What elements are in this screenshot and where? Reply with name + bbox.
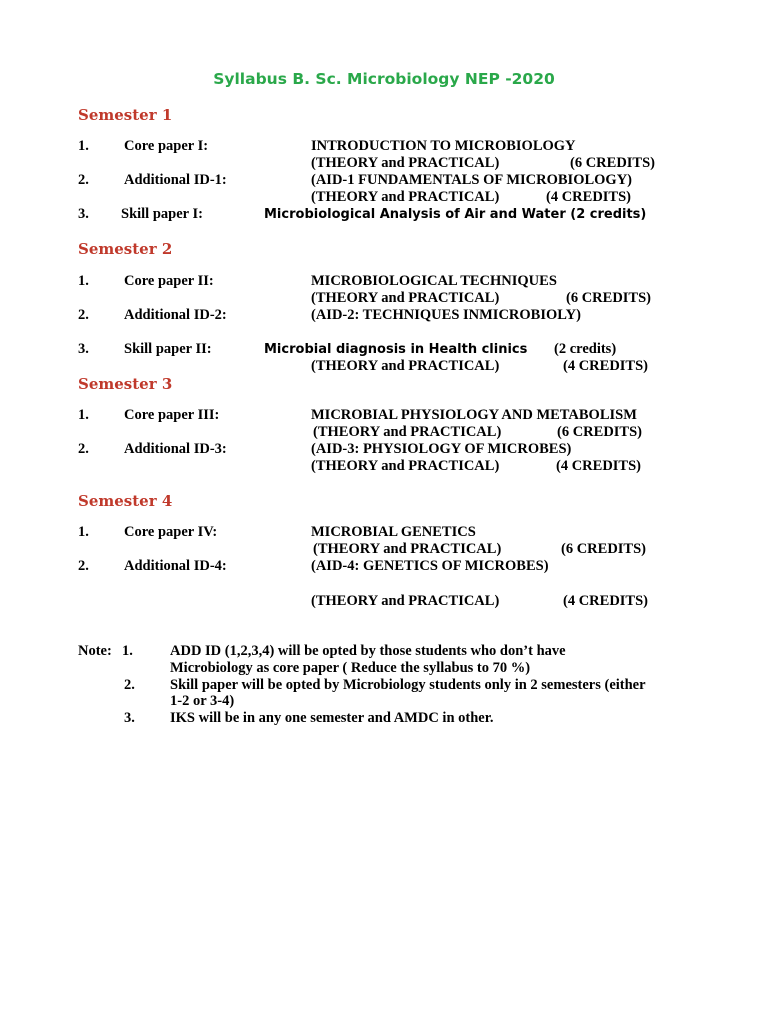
note-number: 1. xyxy=(122,643,133,659)
paper-credits: (6 CREDITS) xyxy=(557,424,642,440)
list-number: 1. xyxy=(78,407,89,423)
paper-credits: (4 CREDITS) xyxy=(563,593,648,609)
paper-credits: (4 CREDITS) xyxy=(556,458,641,474)
semester-1-heading: Semester 1 xyxy=(78,106,173,124)
paper-label: Additional ID-1: xyxy=(124,172,227,188)
semester-3-heading: Semester 3 xyxy=(78,375,173,393)
paper-title: (AID-3: PHYSIOLOGY OF MICROBES) xyxy=(311,441,572,457)
paper-credits: (4 CREDITS) xyxy=(563,358,648,374)
paper-credits: (4 CREDITS) xyxy=(546,189,631,205)
list-number: 3. xyxy=(78,206,89,222)
paper-label: Core paper II: xyxy=(124,273,214,289)
paper-mode: (THEORY and PRACTICAL) xyxy=(311,358,500,374)
semester-4-heading: Semester 4 xyxy=(78,492,173,510)
paper-label: Skill paper I: xyxy=(121,206,203,222)
note-text: IKS will be in any one semester and AMDC in other. xyxy=(170,710,494,726)
note-number: 3. xyxy=(124,710,135,726)
paper-title: Microbial diagnosis in Health clinics xyxy=(264,342,528,357)
paper-label: Additional ID-4: xyxy=(124,558,227,574)
paper-title: INTRODUCTION TO MICROBIOLOGY xyxy=(311,138,576,154)
note-text: 1-2 or 3-4) xyxy=(170,693,235,709)
semester-2-heading: Semester 2 xyxy=(78,240,173,258)
paper-credits: (6 CREDITS) xyxy=(570,155,655,171)
paper-mode: (THEORY and PRACTICAL) xyxy=(311,189,500,205)
list-number: 2. xyxy=(78,441,89,457)
note-label: Note: xyxy=(78,643,112,659)
paper-mode: (THEORY and PRACTICAL) xyxy=(311,458,500,474)
list-number: 2. xyxy=(78,558,89,574)
paper-title: (AID-1 FUNDAMENTALS OF MICROBIOLOGY) xyxy=(311,172,633,188)
paper-mode: (THEORY and PRACTICAL) xyxy=(311,593,500,609)
paper-credits: (6 CREDITS) xyxy=(566,290,651,306)
note-text: Microbiology as core paper ( Reduce the syllabus to 70 %) xyxy=(170,660,531,676)
paper-title: (AID-4: GENETICS OF MICROBES) xyxy=(311,558,549,574)
paper-title: MICROBIAL PHYSIOLOGY AND METABOLISM xyxy=(311,407,637,423)
paper-label: Core paper IV: xyxy=(124,524,218,540)
list-number: 2. xyxy=(78,172,89,188)
paper-label: Core paper I: xyxy=(124,138,209,154)
paper-mode: (THEORY and PRACTICAL) xyxy=(311,290,500,306)
note-text: ADD ID (1,2,3,4) will be opted by those students who don’t have xyxy=(170,643,566,659)
list-number: 2. xyxy=(78,307,89,323)
paper-mode: (THEORY and PRACTICAL) xyxy=(313,541,502,557)
list-number: 1. xyxy=(78,524,89,540)
list-number: 3. xyxy=(78,341,89,357)
paper-title: MICROBIAL GENETICS xyxy=(311,524,476,540)
paper-label: Additional ID-2: xyxy=(124,307,227,323)
paper-title: Microbiological Analysis of Air and Water (2 credits) xyxy=(264,207,647,222)
paper-side-credits: (2 credits) xyxy=(554,341,617,357)
paper-title: MICROBIOLOGICAL TECHNIQUES xyxy=(311,273,557,289)
note-text: Skill paper will be opted by Microbiology students only in 2 semesters (either xyxy=(170,677,646,693)
list-number: 1. xyxy=(78,273,89,289)
paper-credits: (6 CREDITS) xyxy=(561,541,646,557)
document-title: Syllabus B. Sc. Microbiology NEP -2020 xyxy=(213,70,555,88)
paper-mode: (THEORY and PRACTICAL) xyxy=(311,155,500,171)
paper-title: (AID-2: TECHNIQUES INMICROBIOLY) xyxy=(311,307,581,323)
paper-label: Core paper III: xyxy=(124,407,220,423)
paper-mode: (THEORY and PRACTICAL) xyxy=(313,424,502,440)
paper-label: Skill paper II: xyxy=(124,341,212,357)
list-number: 1. xyxy=(78,138,89,154)
paper-label: Additional ID-3: xyxy=(124,441,227,457)
note-number: 2. xyxy=(124,677,135,693)
